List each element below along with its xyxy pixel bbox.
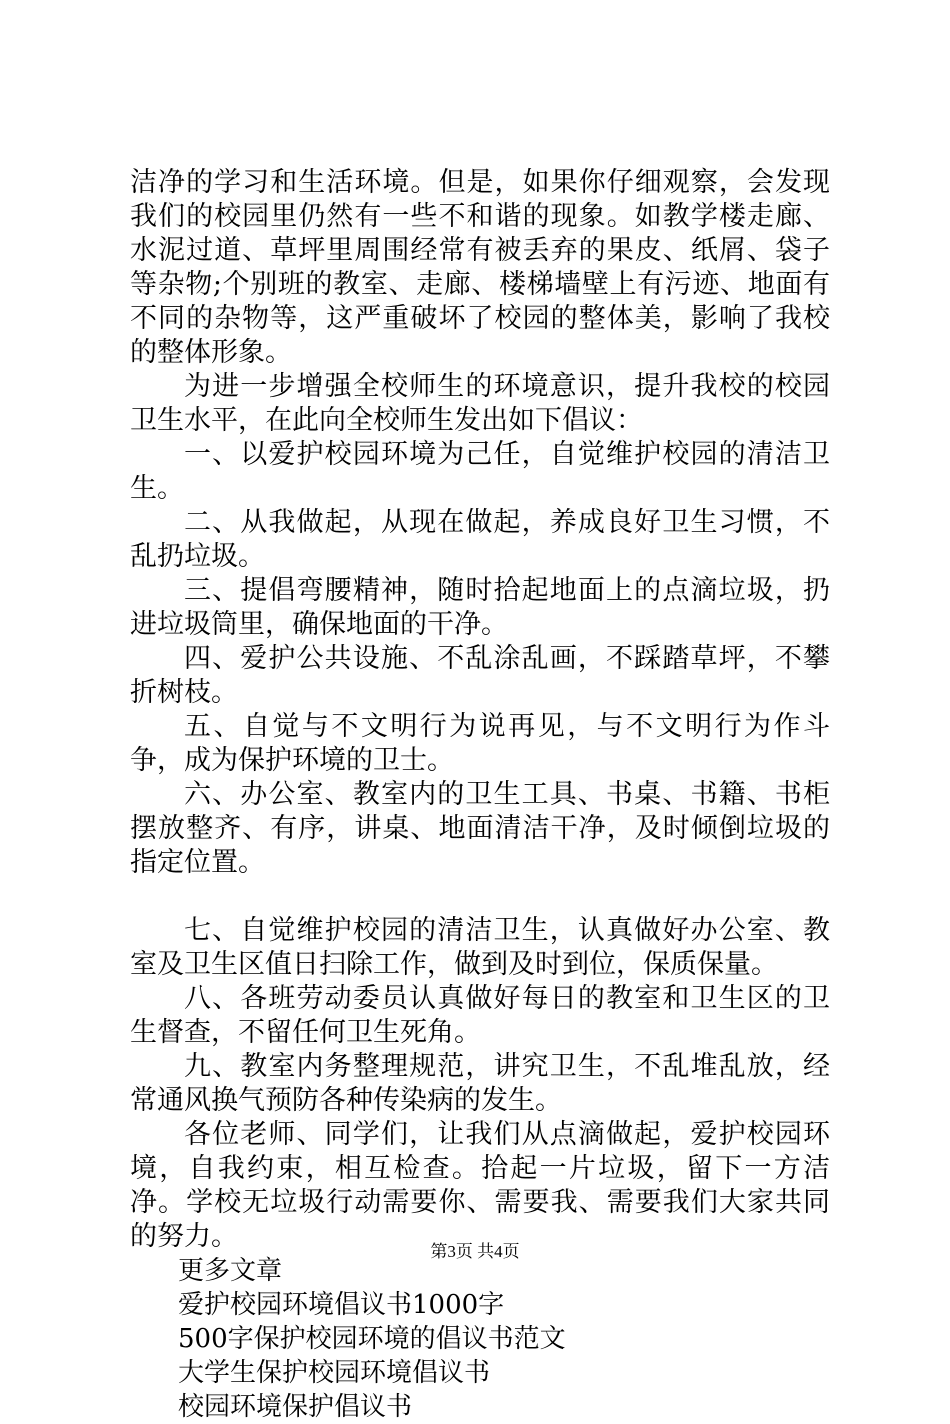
paragraph-purpose: 为进一步增强全校师生的环境意识，提升我校的校园卫生水平，在此向全校师生发出如下倡议： bbox=[130, 371, 830, 436]
more-article-link[interactable]: 大学生保护校园环境倡议书 bbox=[178, 1358, 491, 1388]
proposal-item-6: 六、办公室、教室内的卫生工具、书桌、书籍、书柜摆放整齐、有序，讲桌、地面清洁干净，及时倾倒垃圾的指定位置。 bbox=[130, 779, 830, 878]
proposal-item-8: 八、各班劳动委员认真做好每日的教室和卫生区的卫生督查，不留任何卫生死角。 bbox=[130, 983, 830, 1048]
proposal-item-1: 一、以爱护校园环境为己任，自觉维护校园的清洁卫生。 bbox=[130, 439, 830, 504]
proposal-item-3: 三、提倡弯腰精神，随时拾起地面上的点滴垃圾，扔进垃圾筒里，确保地面的干净。 bbox=[130, 575, 830, 640]
more-article-link[interactable]: 校园环境保护倡议书 bbox=[178, 1392, 413, 1422]
more-articles bbox=[130, 1254, 830, 1424]
proposal-item-2: 二、从我做起，从现在做起，养成良好卫生习惯，不乱扔垃圾。 bbox=[130, 507, 830, 572]
more-article-link[interactable]: 500字保护校园环境的倡议书范文 bbox=[178, 1324, 566, 1354]
more-article-link[interactable]: 爱护校园环境倡议书1000字 bbox=[178, 1290, 505, 1320]
proposal-item-9: 九、教室内务整理规范，讲究卫生，不乱堆乱放，经常通风换气预防各种传染病的发生。 bbox=[130, 1051, 830, 1116]
more-articles-title: 更多文章 bbox=[178, 1256, 283, 1286]
proposal-item-5: 五、自觉与不文明行为说再见，与不文明行为作斗争，成为保护环境的卫士。 bbox=[130, 711, 830, 776]
page-footer: 第3页 共4页 bbox=[430, 1242, 520, 1261]
proposal-item-7: 七、自觉维护校园的清洁卫生，认真做好办公室、教室及卫生区值日扫除工作，做到及时到位，保质保量。 bbox=[130, 915, 830, 980]
paragraph-intro: 洁净的学习和生活环境。但是，如果你仔细观察，会发现我们的校园里仍然有一些不和谐的现象。如教学楼走廊、水泥过道、草坪里周围经常有被丢弃的果皮、纸屑、袋子等杂物;个别班的教室、走廊、楼梯墙壁上有污迹、地面有不同的杂物等，这严重破坏了校园的整体美，影响了我校的整体形象。 bbox=[130, 167, 830, 368]
proposal-item-4: 四、爱护公共设施、不乱涂乱画，不踩踏草坪，不攀折树枝。 bbox=[130, 643, 830, 708]
document-body bbox=[130, 166, 830, 1424]
paragraph-gap bbox=[130, 880, 830, 914]
paragraph-closing: 各位老师、同学们，让我们从点滴做起，爱护校园环境，自我约束，相互检查。拾起一片垃圾，留下一方洁净。学校无垃圾行动需要你、需要我、需要我们大家共同的努力。 bbox=[130, 1119, 830, 1252]
